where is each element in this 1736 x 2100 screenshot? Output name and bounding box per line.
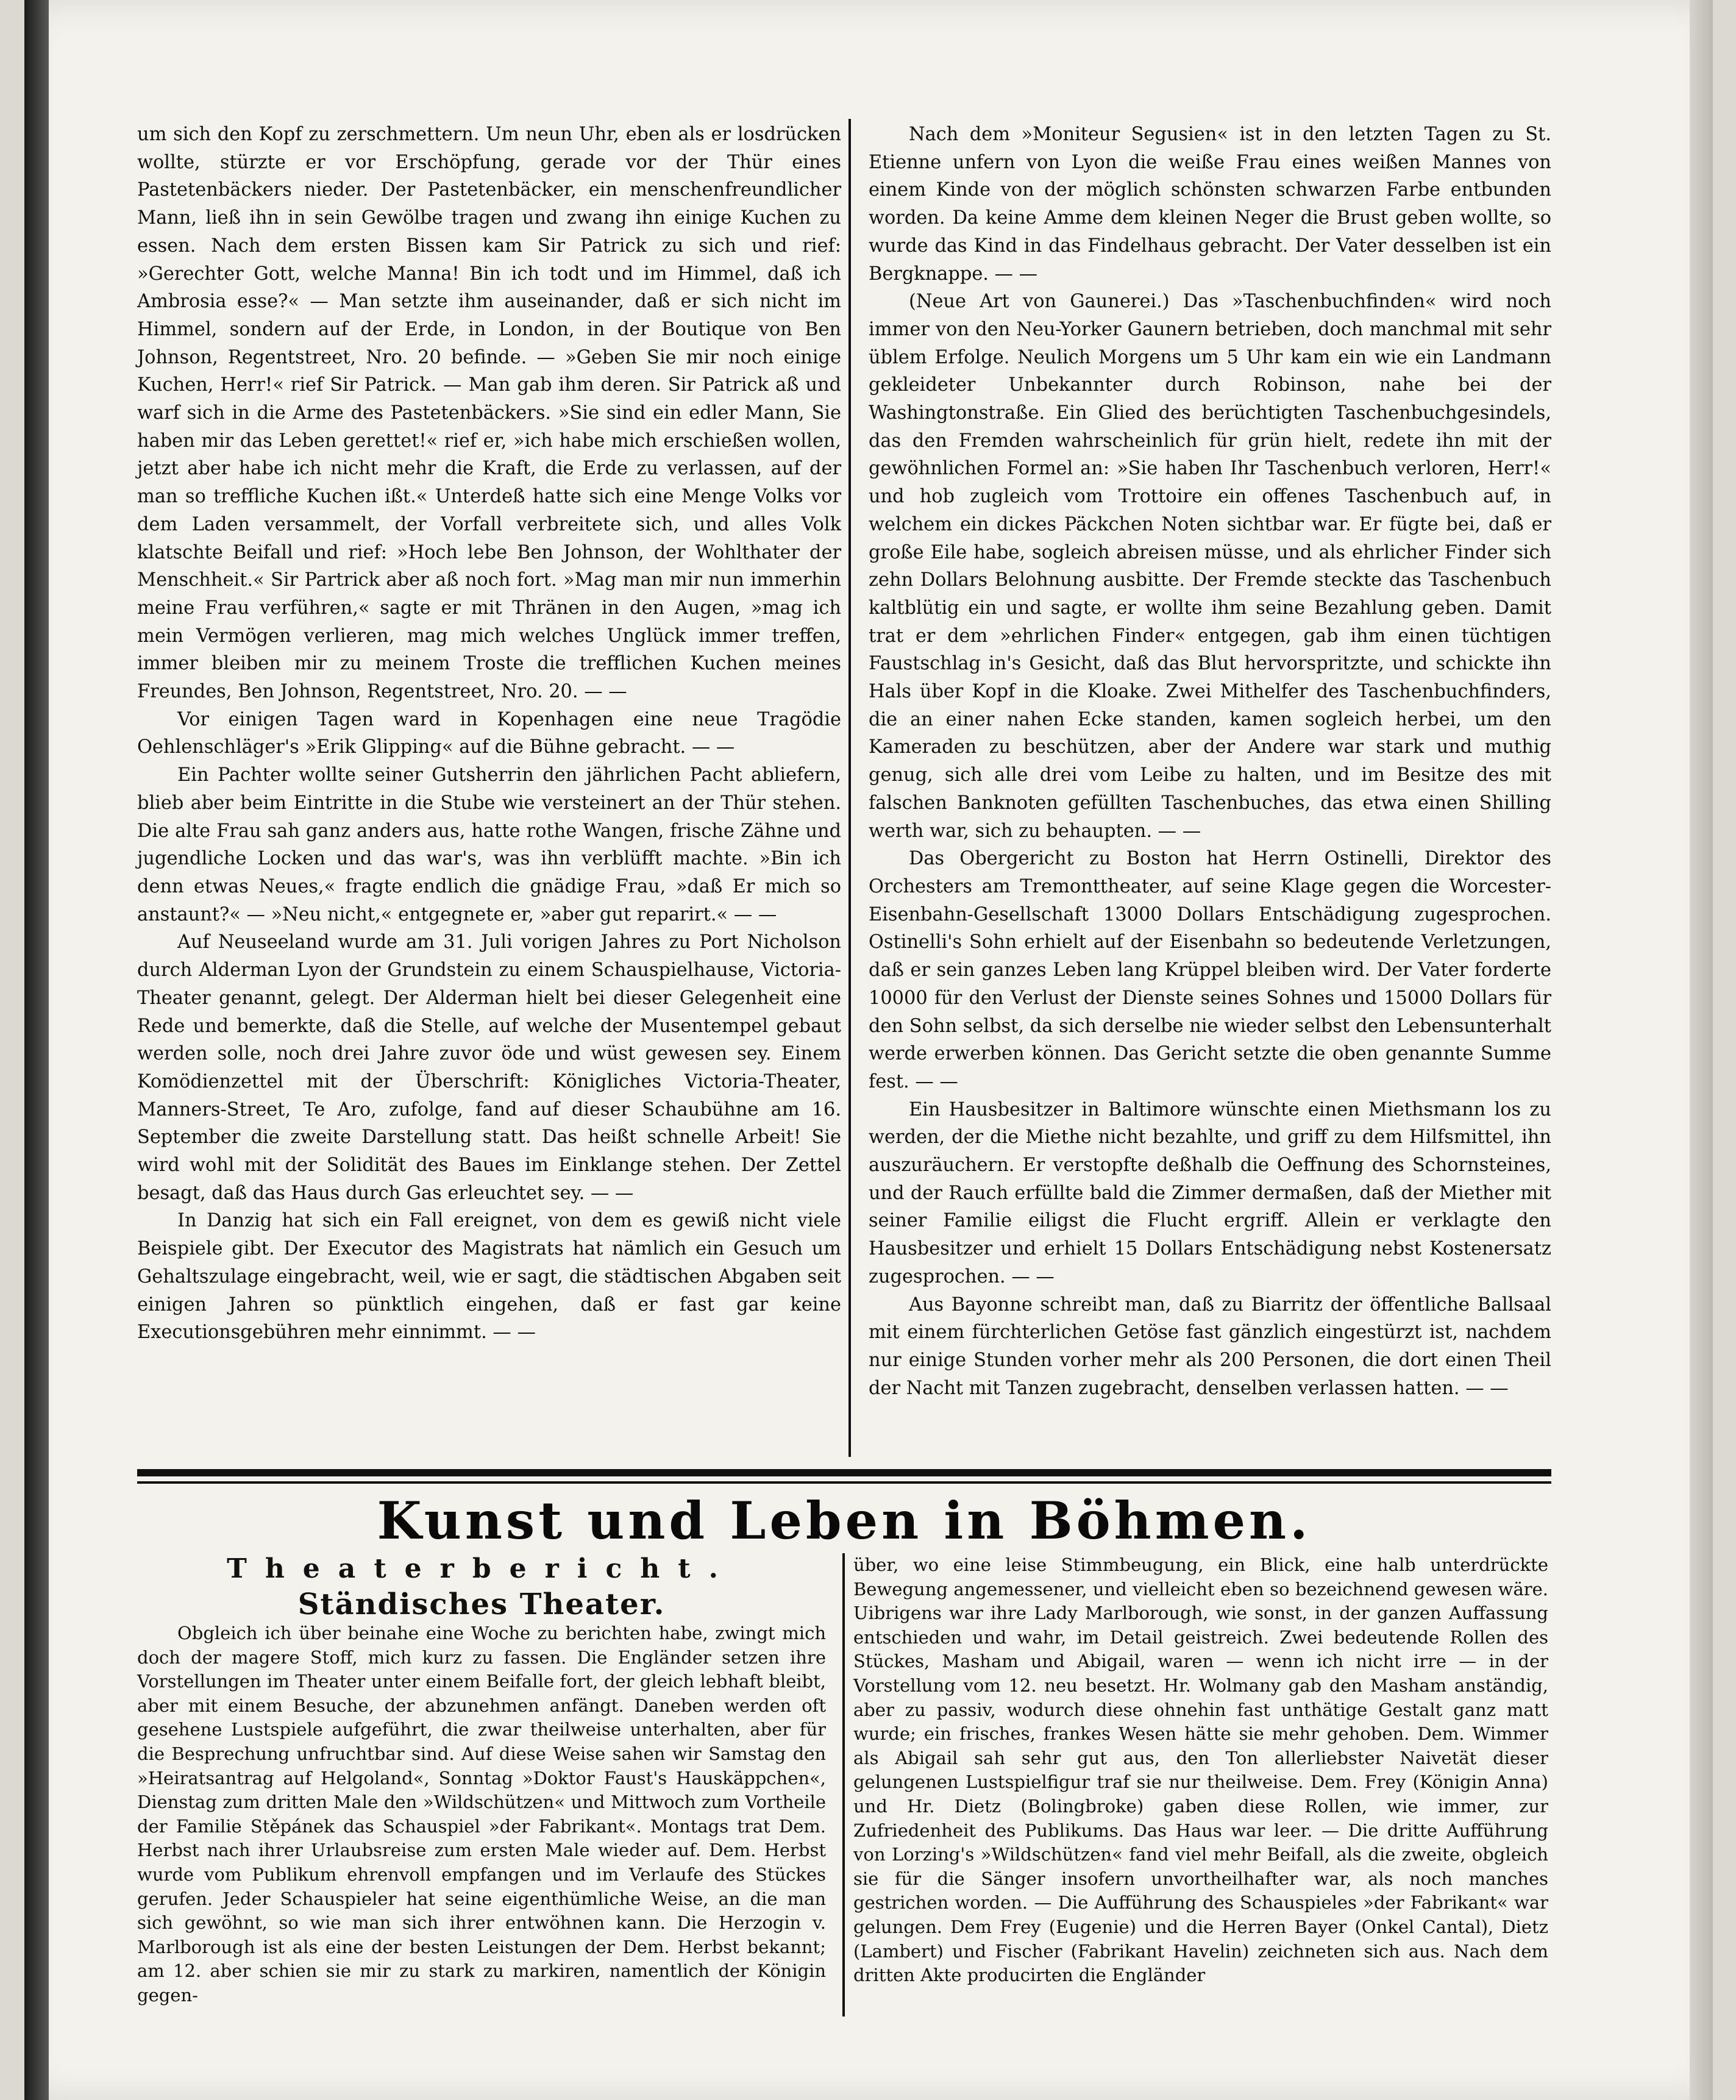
- subheading-theaterbericht: Theaterbericht.: [227, 1553, 736, 1584]
- paragraph: Das Obergericht zu Boston hat Herrn Ostinelli, Direktor des Orchesters am Tremonttheater, auf seine Klage gegen die Worcester-Eisenbahn-Gesellschaft 13000 Dollars Entschädigung zugesprochen. Ostinelli's Sohn erhielt auf der Eisenbahn so bedeutende Verletzungen, daß er sein ganzes Leben lang Krüppel bleiben wird. Der Vater forderte 10000 für den Verlust der Dienste seines Sohnes und 15000 Dollars für den Sohn selbst, da sich derselbe nie wieder selbst den Lebensunterhalt werde erwerben können. Das Gericht setzte die oben genannte Summe fest. — —: [869, 848, 1551, 1092]
- top-right-column: [869, 121, 1551, 1402]
- column-divider: [842, 1553, 845, 2016]
- paragraph: Nach dem »Moniteur Segusien« ist in den letzten Tagen zu St. Etienne unfern von Lyon die weiße Frau eines weißen Mannes von einem Kinde von der möglich schönsten schwarzen Farbe entbunden worden. Da keine Amme dem kleinen Neger die Brust geben wollte, so wurde das Kind in das Findelhaus gebracht. Der Vater desselben ist ein Bergknappe. — —: [869, 124, 1551, 285]
- paragraph: Obgleich ich über beinahe eine Woche zu berichten habe, zwingt mich doch der magere Stoff, mich kurz zu fassen. Die Engländer setzen ihre Vorstellungen im Theater unter einem Beifalle fort, der gleich lebhaft bleibt, aber mit einem Besuche, der abzunehmen anfängt. Daneben werden oft gesehene Lustspiele aufgeführt, die zwar theilweise unterhalten, aber für die Besprechung unfruchtbar sind. Auf diese Weise sahen wir Samstag den »Heiratsantrag auf Helgoland«, Sonntag »Doktor Faust's Hauskäppchen«, Dienstag zum dritten Male den »Wildschützen« und Mittwoch zum Vortheile der Familie Stěpánek das Schauspiel »der Fabrikant«. Montags trat Dem. Herbst nach ihrer Urlaubsreise zum ersten Male wieder auf. Dem. Herbst wurde vom Publikum ehrenvoll empfangen und im Verlaufe des Stückes gerufen. Jeder Schauspieler hat seine eigenthümliche Weise, an die man sich gewöhnt, so wie man sich ihrer entwöhnen kann. Die Herzogin v. Marlborough ist als eine der besten Leistungen der Dem. Herbst bekannt; am 12. aber schien sie mir zu stark zu markiren, namentlich der Königin gegen-: [137, 1623, 826, 2006]
- column-divider: [848, 119, 851, 1457]
- section-rule-thin: [137, 1481, 1551, 1484]
- page-edge: [1690, 0, 1713, 2100]
- bottom-left-column: [137, 1621, 826, 2008]
- binding-edge: [24, 0, 49, 2100]
- paragraph: Aus Bayonne schreibt man, daß zu Biarritz der öffentliche Ballsaal mit einem fürchterlichen Getöse fast gänzlich eingestürzt ist, nachdem nur einige Stunden vorher mehr als 200 Personen, die dort einen Theil der Nacht mit Tanzen zugebracht, denselben verlassen hatten. — —: [869, 1294, 1551, 1399]
- paragraph: um sich den Kopf zu zerschmettern. Um neun Uhr, eben als er losdrücken wollte, stürzte er vor Erschöpfung, gerade vor der Thür eines Pastetenbäckers nieder. Der Pastetenbäcker, ein menschenfreundlicher Mann, ließ ihn in sein Gewölbe tragen und zwang ihn einige Kuchen zu essen. Nach dem ersten Bissen kam Sir Patrick zu sich und rief: »Gerechter Gott, welche Manna! Bin ich todt und im Himmel, daß ich Ambrosia esse?« — Man setzte ihm auseinander, daß er sich nicht im Himmel, sondern auf der Erde, in London, in der Boutique von Ben Johnson, Regentstreet, Nro. 20 befinde. — »Geben Sie mir noch einige Kuchen, Herr!« rief Sir Patrick. — Man gab ihm deren. Sir Patrick aß und warf sich in die Arme des Pastetenbäckers. »Sie sind ein edler Mann, Sie haben mir das Leben gerettet!« rief er, »ich habe mich erschießen wollen, jetzt aber habe ich nicht mehr die Kraft, die Erde zu verlassen, auf der man so treffliche Kuchen ißt.« Unterdeß hatte sich eine Menge Volks vor dem Laden versammelt, der Vorfall verbreitete sich, und alles Volk klatschte Beifall und rief: »Hoch lebe Ben Johnson, der Wohlthater der Menschheit.« Sir Partrick aber aß noch fort. »Mag man mir nun immerhin meine Frau verführen,« sagte er mit Thränen in den Augen, »mag ich mein Vermögen verlieren, mag mich welches Unglück immer treffen, immer bleiben mir zu meinem Troste die trefflichen Kuchen meines Freundes, Ben Johnson, Regentstreet, Nro. 20. — —: [137, 124, 841, 703]
- subheading-staendisches-theater: Ständisches Theater.: [297, 1587, 666, 1621]
- section-heading: Kunst und Leben in Böhmen.: [377, 1490, 1312, 1551]
- top-left-column: [137, 121, 841, 1347]
- paragraph: Auf Neuseeland wurde am 31. Juli vorigen Jahres zu Port Nicholson durch Alderman Lyon der Grundstein zu einem Schauspielhause, Victoria-Theater genannt, gelegt. Der Alderman hielt bei dieser Gelegenheit eine Rede und bemerkte, daß die Stelle, auf welche der Musentempel gebaut werden solle, noch drei Jahre zuvor öde und wüst gewesen sey. Einem Komödienzettel mit der Überschrift: Königliches Victoria-Theater, Manners-Street, Te Aro, zufolge, fand auf dieser Schaubühne am 16. September die zweite Darstellung statt. Das heißt schnelle Arbeit! Sie wird wohl mit der Solidität des Baues im Einklange stehen. Der Zettel besagt, daß das Haus durch Gas erleuchtet sey. — —: [137, 931, 841, 1204]
- paragraph: über, wo eine leise Stimmbeugung, ein Blick, eine halb unterdrückte Bewegung angemessener, und vielleicht eben so bezeichnend gewesen wäre. Uibrigens war ihre Lady Marlborough, wie sonst, in der ganzen Auffassung entschieden und wahr, im Detail geistreich. Zwei bedeutende Rollen des Stückes, Masham und Abigail, waren — wenn ich nicht irre — in der Vorstellung vom 12. neu besetzt. Hr. Wolmany gab den Masham anständig, aber zu passiv, wodurch diese ohnehin fast unthätige Gestalt ganz matt wurde; ein frisches, frankes Wesen hätte sie mehr gehoben. Dem. Wimmer als Abigail sah sehr gut aus, den Ton allerliebster Naivetät dieser gelungenen Lustspielfigur traf sie nur theilweise. Dem. Frey (Königin Anna) und Hr. Dietz (Bolingbroke) gaben diese Rollen, wie immer, zur Zufriedenheit des Publikums. Das Haus war leer. — Die dritte Aufführung von Lorzing's »Wildschützen« fand viel mehr Beifall, als die zweite, obgleich sie für die Sänger insofern unvortheilhafter war, als noch manches gestrichen worden. — Die Aufführung des Schauspieles »der Fabrikant« war gelungen. Dem Frey (Eugenie) und die Herren Bayer (Onkel Cantal), Dietz (Lambert) und Fischer (Fabrikant Havelin) zeichneten sich aus. Nach dem dritten Akte producirten die Engländer: [853, 1554, 1548, 1986]
- section-rule-thick: [137, 1469, 1551, 1476]
- paragraph: In Danzig hat sich ein Fall ereignet, von dem es gewiß nicht viele Beispiele gibt. Der Executor des Magistrats hat nämlich ein Gesuch um Gehaltszulage eingebracht, weil, wie er sagt, die städtischen Abgaben seit einigen Jahren so pünktlich eingehen, daß er fast gar keine Executionsgebühren mehr einnimmt. — —: [137, 1210, 841, 1344]
- paragraph: Vor einigen Tagen ward in Kopenhagen eine neue Tragödie Oehlenschläger's »Erik Glipping« auf die Bühne gebracht. — —: [137, 708, 841, 758]
- bottom-right-column: [853, 1553, 1548, 1988]
- paragraph: Ein Pachter wollte seiner Gutsherrin den jährlichen Pacht abliefern, blieb aber beim Eintritte in die Stube wie versteinert an der Thür stehen. Die alte Frau sah ganz anders aus, hatte rothe Wangen, frische Zähne und jugendliche Locken und das war's, was ihn verblüfft machte. »Bin ich denn etwas Neues,« fragte endlich die gnädige Frau, »daß Er mich so anstaunt?« — »Neu nicht,« entgegnete er, »aber gut reparirt.« — —: [137, 764, 841, 925]
- paragraph: (Neue Art von Gaunerei.) Das »Taschenbuchfinden« wird noch immer von den Neu-Yorker Gaunern betrieben, doch manchmal mit sehr üblem Erfolge. Neulich Morgens um 5 Uhr kam ein wie ein Landmann gekleideter Unbekannter durch Robinson, nahe bei der Washingtonstraße. Ein Glied des berüchtigten Taschenbuchgesindels, das den Fremden wahrscheinlich für grün hielt, redete ihn mit der gewöhnlichen Formel an: »Sie haben Ihr Taschenbuch verloren, Herr!« und hob zugleich vom Trottoire ein offenes Taschenbuch auf, in welchem ein dickes Päckchen Noten sichtbar war. Er fügte bei, daß er große Eile habe, sogleich abreisen müsse, und als ehrlicher Finder sich zehn Dollars Belohnung ausbitte. Der Fremde steckte das Taschenbuch kaltblütig ein und sagte, er wollte ihm seine Bezahlung geben. Damit trat er dem »ehrlichen Finder« entgegen, gab ihm einen tüchtigen Faustschlag in's Gesicht, daß das Blut hervorspritzte, und schickte ihn Hals über Kopf in die Kloake. Zwei Mithelfer des Taschenbuchfinders, die an einer nahen Ecke standen, kamen sogleich herbei, um den Kameraden zu beschützen, aber der Andere war stark und muthig genug, sich alle drei vom Leibe zu halten, und im Besitze des mit falschen Banknoten gefüllten Taschenbuches, das etwa einen Shilling werth war, sich zu behaupten. — —: [869, 291, 1551, 842]
- paragraph: Ein Hausbesitzer in Baltimore wünschte einen Miethsmann los zu werden, der die Miethe nicht bezahlte, und griff zu dem Hilfsmittel, ihn auszuräuchern. Er verstopfte deßhalb die Oeffnung des Schornsteines, und der Rauch erfüllte bald die Zimmer dermaßen, daß der Miether mit seiner Familie eiligst die Flucht ergriff. Allein er verklagte den Hausbesitzer und erhielt 15 Dollars Entschädigung nebst Kostenersatz zugesprochen. — —: [869, 1098, 1551, 1287]
